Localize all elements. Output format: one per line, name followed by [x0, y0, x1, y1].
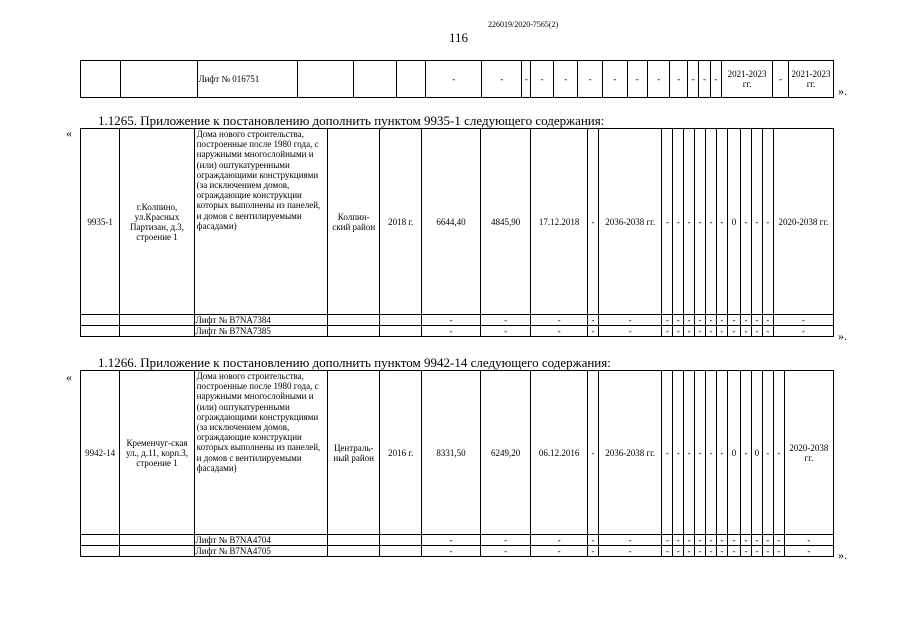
- lift-row: Лифт № В7NA4704 - - - - - - - - - - - - - - - - -: [81, 535, 834, 546]
- district: Колпин-ский район: [327, 129, 379, 315]
- lift-row: Лифт № В7NA7385 - - - - - - - - - - - - - - - -: [81, 326, 834, 337]
- dash-cell: -: [482, 61, 522, 98]
- period-cell: 2021-2023 гг.: [721, 61, 773, 98]
- section-heading: 1.1266. Приложение к постановлению дополнить пунктом 9942-14 следующего содержания:: [98, 355, 611, 370]
- area-living: 6249,20: [480, 371, 530, 535]
- dash-cell: -: [627, 61, 647, 98]
- dash-cell: -: [710, 61, 721, 98]
- dash-cell: -: [647, 61, 669, 98]
- flag-cell: -: [662, 371, 673, 535]
- dash-cell: -: [426, 61, 482, 98]
- top-table: [80, 60, 834, 98]
- flag-cell: -: [716, 371, 727, 535]
- flag-cell: -: [684, 371, 695, 535]
- lift-row: Лифт № В7NA4705 - - - - - - - - - - - - - - - - -: [81, 546, 834, 557]
- section-heading: 1.1265. Приложение к постановлению дополнить пунктом 9935-1 следующего содержания:: [98, 113, 605, 128]
- address: Кременчуг-ская ул., д.11, корп.3, строение 1: [120, 371, 194, 535]
- year: 2016 г.: [380, 371, 422, 535]
- close-quote: ».: [838, 329, 847, 343]
- flag-cell: -: [741, 129, 752, 315]
- flag-cell: -: [741, 371, 752, 535]
- lift-name: Лифт № В7NA7385: [194, 326, 327, 337]
- cell: [81, 61, 121, 98]
- final-period: 2020-2038 гг.: [784, 371, 833, 535]
- date: 06.12.2016: [531, 371, 588, 535]
- cell: [396, 61, 425, 98]
- final-period: 2020-2038 гг.: [773, 129, 833, 315]
- flag-cell: -: [773, 371, 784, 535]
- dash-cell: -: [773, 61, 789, 98]
- lift-name: Лифт № 016751: [197, 61, 298, 98]
- period: 2036-2038 гг.: [598, 129, 661, 315]
- dash-cell: -: [588, 371, 599, 535]
- flag-cell: -: [716, 129, 727, 315]
- district: Централь-ный район: [327, 371, 379, 535]
- date: 17.12.2018: [531, 129, 588, 315]
- dash-cell: -: [578, 61, 603, 98]
- address: г.Колпино, ул.Красных Партизан, д.3, строение 1: [120, 129, 194, 315]
- dash-cell: -: [699, 61, 710, 98]
- building-description: Дома нового строительства, построенные после 1980 года, с наружными многослойными и (или) оштукатуренными ограждающими конструкциями (за исключением домов, ограждающие конструкции которых выполнены из панелей, и домов с вентилируемыми фасадами): [194, 129, 327, 315]
- dash-cell: -: [553, 61, 578, 98]
- item-number: 9935-1: [81, 129, 120, 315]
- flag-cell: -: [762, 129, 773, 315]
- period: 2036-2038 гг.: [598, 371, 661, 535]
- flag-cell: -: [762, 371, 773, 535]
- year: 2018 г.: [380, 129, 422, 315]
- close-quote: ».: [838, 84, 847, 98]
- period-cell: 2021-2023 гг.: [789, 61, 834, 98]
- item-number: 9942-14: [81, 371, 120, 535]
- open-quote: «: [66, 370, 72, 384]
- dash-cell: -: [531, 61, 553, 98]
- area-total: 8331,50: [421, 371, 480, 535]
- flag-cell: -: [673, 371, 684, 535]
- section2-table: [80, 370, 834, 557]
- flag-cell: -: [695, 371, 706, 535]
- section1-table: [80, 128, 834, 337]
- flag-cell: 0: [751, 371, 762, 535]
- flag-cell: -: [695, 129, 706, 315]
- area-living: 4845,90: [480, 129, 530, 315]
- open-quote: «: [66, 126, 72, 140]
- flag-cell: -: [751, 129, 762, 315]
- building-description: Дома нового строительства, построенные после 1980 года, с наружными многослойными и (или) оштукатуренными ограждающими конструкциями (за исключением домов, ограждающие конструкции которых выполнены из панелей, и домов с вентилируемыми фасадами): [194, 371, 327, 535]
- dash-cell: -: [688, 61, 699, 98]
- flag-cell: -: [673, 129, 684, 315]
- dash-cell: -: [670, 61, 688, 98]
- flag-cell: -: [662, 129, 673, 315]
- lift-name: Лифт № В7NA4704: [194, 535, 327, 546]
- document-code: 226019/2020-7565(2): [488, 20, 559, 29]
- flag-cell: 0: [727, 371, 740, 535]
- flag-cell: 0: [727, 129, 740, 315]
- dash-cell: -: [603, 61, 628, 98]
- lift-row: Лифт № В7NA7384 - - - - - - - - - - - - - - - -: [81, 315, 834, 326]
- close-quote: ».: [838, 548, 847, 562]
- lift-name: Лифт № В7NA7384: [194, 315, 327, 326]
- cell: [354, 61, 397, 98]
- flag-cell: -: [706, 129, 717, 315]
- flag-cell: -: [684, 129, 695, 315]
- page-number: 116: [449, 30, 469, 45]
- cell: [298, 61, 354, 98]
- dash-cell: -: [522, 61, 531, 98]
- cell: [121, 61, 197, 98]
- dash-cell: -: [588, 129, 599, 315]
- flag-cell: -: [706, 371, 717, 535]
- area-total: 6644,40: [421, 129, 480, 315]
- lift-name: Лифт № В7NA4705: [194, 546, 327, 557]
